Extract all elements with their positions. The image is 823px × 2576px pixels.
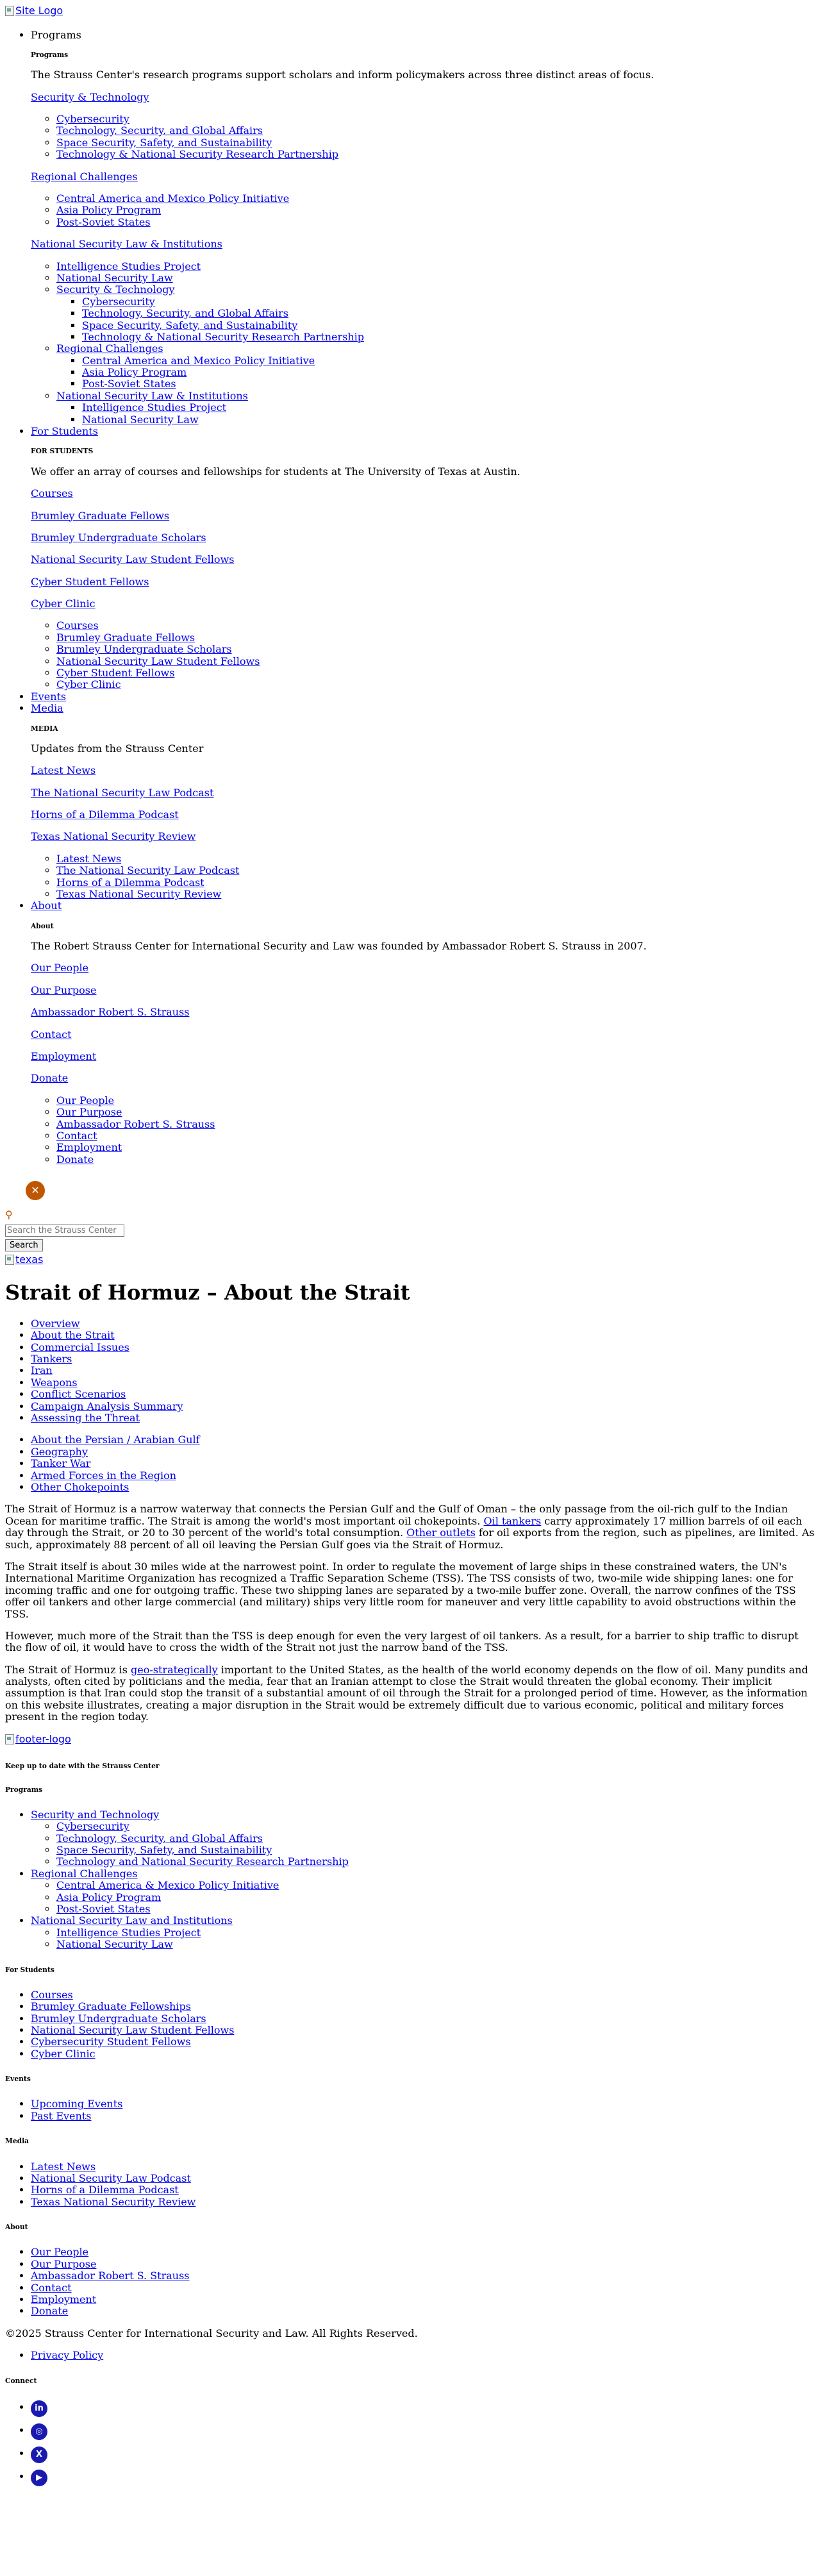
instagram-icon: ◎ [31, 2423, 47, 2440]
media-submenu-link[interactable]: Texas National Security Review [56, 888, 222, 900]
list-item [31, 1482, 818, 1493]
programs-item-link[interactable]: Central America and Mexico Policy Initiative [56, 192, 290, 205]
footer-events-list [5, 2098, 818, 2122]
students-submenu [31, 620, 818, 690]
youtube-link[interactable] [31, 2470, 47, 2482]
footer-about-link[interactable]: Our People [31, 2246, 89, 2259]
list-item [56, 113, 818, 125]
youtube-icon: ▶ [31, 2470, 47, 2486]
nav-item-media [31, 703, 818, 900]
menu-link-row [31, 510, 818, 522]
programs-submenu-section-link[interactable]: National Security Law & Institutions [56, 389, 248, 402]
footer-programs-list [5, 1809, 818, 1951]
subnav-link[interactable]: Tankers [31, 1353, 72, 1366]
media-menu-link[interactable]: Latest News [31, 764, 96, 777]
search-form [5, 1224, 818, 1251]
media-submenu-link[interactable]: Latest News [56, 852, 122, 865]
programs-menu-desc: The Strauss Center's research programs support scholars and inform policymakers across three distinct areas of focus. [31, 69, 654, 81]
article-paragraph: The Strait itself is about 30 miles wide at the narrowest point. In order to regulate the movement of large ships in these constrained waters, the UN's International Maritime Organization has recognized a Traffic Separation Scheme (TSS). The TSS consists of two, two-mile wide shipping lanes: one for incoming traffic and one for outgoing traffic. These two shipping lanes are separated by a two-mile buffer zone. Overall, the narrow confines of the TSS offer oil tankers and other large commercial (and military) ships very little room for maneuver and very little capability to avoid obstructions within the TSS. [5, 1560, 796, 1620]
media-menu-link[interactable]: The National Security Law Podcast [31, 786, 214, 799]
footer-about-list [5, 2246, 818, 2317]
subnav-link[interactable]: Overview [31, 1317, 80, 1330]
list-item [56, 390, 818, 426]
about-menu-link[interactable]: Our People [31, 962, 89, 974]
footer-legal-list [5, 2350, 818, 2361]
list-item [56, 1939, 818, 1950]
programs-item-link[interactable]: Cybersecurity [56, 113, 129, 126]
footer-students-link[interactable]: Brumley Graduate Fellowships [31, 2000, 191, 2013]
programs-section-items [31, 113, 818, 161]
students-submenu-link[interactable]: Courses [56, 619, 99, 632]
nav-item-about [31, 900, 818, 1166]
search-icon[interactable]: ⚲ [5, 1209, 13, 1221]
list-item [56, 217, 818, 228]
texas-image-link[interactable] [5, 1254, 818, 1268]
subnav-link[interactable]: Iran [31, 1364, 53, 1377]
list-item [56, 1927, 818, 1939]
list-item [56, 1821, 818, 1832]
media-submenu-link[interactable]: Horns of a Dilemma Podcast [56, 876, 204, 889]
footer-about-link[interactable]: Ambassador Robert S. Strauss [31, 2270, 190, 2282]
footer-media-link[interactable]: Latest News [31, 2160, 96, 2173]
list-item [56, 149, 818, 160]
list-item [56, 1095, 818, 1107]
programs-submenu-item-link[interactable]: National Security Law [82, 413, 199, 426]
students-submenu-link[interactable]: Cyber Clinic [56, 678, 121, 691]
search-button[interactable]: Search [5, 1239, 43, 1251]
list-item [82, 320, 818, 331]
list-item [56, 632, 818, 644]
linkedin-icon: in [31, 2400, 47, 2417]
programs-submenu-item-link[interactable]: Central America and Mexico Policy Initiative [82, 354, 315, 367]
programs-submenu [31, 284, 818, 426]
footer-programs-item-link[interactable]: Technology and National Security Research Partnership [56, 1855, 349, 1868]
footer-tagline: Keep up to date with the Strauss Center [5, 1762, 160, 1771]
list-item [31, 2259, 818, 2270]
about-submenu-link[interactable]: Our People [56, 1094, 115, 1107]
list-item [56, 261, 818, 272]
footer [5, 1734, 818, 2486]
list-item [31, 2400, 818, 2417]
programs-item-link[interactable]: Intelligence Studies Project [56, 260, 201, 272]
list-item [56, 889, 818, 900]
list-item [56, 1154, 818, 1166]
list-item [31, 1434, 818, 1446]
footer-programs-item-link[interactable]: Post-Soviet States [56, 1902, 151, 1915]
about-submenu-link[interactable]: Donate [56, 1153, 94, 1166]
list-item [56, 644, 818, 655]
list-item [82, 296, 818, 308]
media-menu-link[interactable]: Horns of a Dilemma Podcast [31, 808, 179, 821]
menu-link-row [31, 1051, 818, 1062]
list-item [56, 865, 818, 876]
footer-programs-title: Programs [5, 1785, 43, 1794]
programs-section-link[interactable]: Security & Technology [31, 90, 149, 103]
social-links [5, 2400, 818, 2486]
footer-students-link[interactable]: National Security Law Student Fellows [31, 2023, 235, 2036]
footer-connect-title: Connect [5, 2376, 37, 2385]
list-item [31, 1318, 818, 1330]
list-item [56, 137, 818, 149]
footer-programs-section-link[interactable]: Security and Technology [31, 1808, 160, 1821]
list-item [56, 125, 818, 137]
about-submenu-link[interactable]: Contact [56, 1129, 97, 1142]
list-item [31, 1389, 818, 1400]
list-item [31, 1809, 818, 1868]
list-item [31, 1412, 818, 1424]
section-subnav-secondary [5, 1434, 818, 1493]
nav-about-link[interactable]: About [31, 899, 62, 912]
list-item [31, 1401, 818, 1412]
subnav-link[interactable]: Weapons [31, 1376, 78, 1389]
list-item [31, 2098, 818, 2110]
menu-section-heading [31, 171, 818, 183]
subnav-secondary-link[interactable]: Tanker War [31, 1457, 91, 1470]
programs-submenu-item-link[interactable]: Space Security, Safety, and Sustainability [82, 319, 298, 331]
list-item [56, 620, 818, 631]
list-item [31, 2270, 818, 2282]
list-item [82, 414, 818, 426]
footer-programs-section-link[interactable]: Regional Challenges [31, 1867, 138, 1880]
list-item [82, 308, 818, 319]
about-menu-link[interactable]: Our Purpose [31, 983, 97, 996]
programs-section-items [31, 261, 818, 285]
programs-submenu-item-link[interactable]: Intelligence Studies Project [82, 401, 227, 414]
footer-logo[interactable]: footer-logo [5, 1734, 71, 1745]
footer-programs-section-link[interactable]: National Security Law and Institutions [31, 1914, 233, 1927]
footer-students-title: For Students [5, 1965, 54, 1974]
subnav-secondary-link[interactable]: Geography [31, 1445, 88, 1458]
list-item [31, 2161, 818, 2173]
footer-students-link[interactable]: Cyber Clinic [31, 2047, 96, 2060]
footer-programs-item-link[interactable]: Technology, Security, and Global Affairs [56, 1832, 263, 1844]
subnav-link[interactable]: Assessing the Threat [31, 1412, 140, 1425]
geo-strategically-link[interactable]: geo-strategically [131, 1663, 218, 1676]
search-input[interactable] [5, 1225, 124, 1237]
subnav-link[interactable]: Campaign Analysis Summary [31, 1400, 183, 1412]
programs-item-link[interactable]: Technology, Security, and Global Affairs [56, 124, 263, 137]
footer-programs-item-link[interactable]: Intelligence Studies Project [56, 1926, 201, 1939]
list-item [31, 2173, 818, 2184]
programs-menu-sections [31, 92, 818, 285]
about-submenu-link[interactable]: Ambassador Robert S. Strauss [56, 1117, 215, 1130]
list-item [31, 2423, 818, 2440]
subnav-link[interactable]: Conflict Scenarios [31, 1388, 126, 1401]
footer-about-link[interactable]: Our Purpose [31, 2257, 97, 2270]
students-menu-desc: We offer an array of courses and fellowships for students at The University of Texas at Austin. [31, 465, 520, 478]
list-item [31, 1330, 818, 1341]
about-menu-desc: The Robert Strauss Center for International Security and Law was founded by Ambassador Robert S. Strauss in 2007. [31, 940, 647, 953]
list-item [56, 1833, 818, 1844]
students-submenu-link[interactable]: Cyber Student Fellows [56, 667, 175, 680]
list-item [56, 205, 818, 216]
about-menu-link[interactable]: Employment [31, 1050, 97, 1063]
list-item [56, 853, 818, 865]
oil-tankers-link[interactable]: Oil tankers [483, 1514, 542, 1527]
about-submenu-link[interactable]: Employment [56, 1141, 122, 1154]
menu-link-row [31, 598, 818, 610]
menu-link-row [31, 554, 818, 565]
page-title: Strait of Hormuz – About the Strait [5, 1280, 410, 1305]
list-item [31, 2025, 818, 2036]
menu-link-row [31, 985, 818, 996]
list-item [31, 2184, 818, 2196]
students-menu-link[interactable]: National Security Law Student Fellows [31, 553, 235, 566]
list-item [31, 1989, 818, 2001]
footer-about-link[interactable]: Contact [31, 2281, 72, 2294]
footer-students-list [5, 1989, 818, 2060]
media-menu-desc: Updates from the Strauss Center [31, 742, 204, 755]
programs-section-link[interactable]: Regional Challenges [31, 170, 138, 183]
nav-students-link[interactable]: For Students [31, 425, 98, 438]
list-item [31, 2470, 818, 2486]
footer-programs-item-link[interactable]: National Security Law [56, 1938, 173, 1951]
nav-media-link[interactable]: Media [31, 702, 63, 715]
list-item [56, 343, 818, 390]
footer-programs-section-items [31, 1927, 818, 1951]
list-item [31, 1470, 818, 1482]
programs-submenu-item-link[interactable]: Technology, Security, and Global Affairs [82, 307, 288, 320]
article-paragraph: The Strait of Hormuz is a narrow waterway that connects the Persian Gulf and the Gulf of Oman – the only passage from the oil-rich gulf to the Indian Ocean for maritime traffic. The Strait is among the world's most important oil chokepoints. Oil tankers carry approximately 17 million barrels of oil each day through the Strait, or 20 to 30 percent of the world's total consumption. Other outlets for oil exports from the region, such as pipelines, are limited. As such, approximately 88 percent of all oil leaving the Persian Gulf goes via the Strait of Hormuz. [5, 1503, 815, 1551]
nav-item-events [31, 691, 818, 703]
list-item [56, 193, 818, 205]
list-item [56, 679, 818, 690]
media-menu-title: MEDIA [31, 724, 58, 733]
footer-students-link[interactable]: Brumley Undergraduate Scholars [31, 2012, 206, 2025]
menu-link-row [31, 809, 818, 821]
list-item [31, 2013, 818, 2025]
list-item [31, 1458, 818, 1469]
programs-submenu-section-link[interactable]: Regional Challenges [56, 342, 163, 355]
footer-events-link[interactable]: Past Events [31, 2109, 92, 2122]
menu-link-row [31, 576, 818, 588]
footer-programs-item-link[interactable]: Space Security, Safety, and Sustainability [56, 1843, 272, 1856]
students-menu-link[interactable]: Brumley Undergraduate Scholars [31, 531, 206, 544]
programs-item-link[interactable]: Space Security, Safety, and Sustainability [56, 136, 272, 149]
list-item [56, 1844, 818, 1856]
students-menu-link[interactable]: Cyber Student Fellows [31, 575, 149, 588]
media-menu-links [31, 765, 818, 843]
article-paragraph: The Strait of Hormuz is geo-strategically important to the United States, as the health of the world economy depends on the flow of oil. Many pundits and analysts, often cited by politicians and the media, fear that an Iranian attempt to close the Strait would threaten the global economy. Their implicit assumption is that Iran could stop the transit of a substantial amount of oil through the Strait for a prolonged period of time. However, as the information on this website illustrates, creating a major disruption in the Strait would be extremely difficult due to various economic, political and military forces present in the region today. [5, 1663, 808, 1723]
x-icon: X [31, 2446, 47, 2463]
close-menu-button[interactable]: ✕ [26, 1181, 45, 1200]
students-submenu-link[interactable]: National Security Law Student Fellows [56, 655, 260, 667]
programs-submenu-item-link[interactable]: Post-Soviet States [82, 378, 176, 390]
list-item [56, 1130, 818, 1142]
footer-programs-item-link[interactable]: Central America & Mexico Policy Initiative [56, 1879, 279, 1892]
programs-item-link[interactable]: National Security Law [56, 271, 173, 284]
footer-programs-section-items [31, 1880, 818, 1915]
list-item [31, 1868, 818, 1916]
list-item [31, 1365, 818, 1376]
list-item [31, 2036, 818, 2048]
about-menu-link[interactable]: Ambassador Robert S. Strauss [31, 1006, 190, 1019]
programs-item-link[interactable]: Technology & National Security Research Partnership [56, 148, 339, 161]
list-item [56, 284, 818, 343]
footer-about-link[interactable]: Employment [31, 2293, 97, 2305]
list-item [56, 667, 818, 679]
privacy-policy-link[interactable]: Privacy Policy [31, 2349, 104, 2362]
students-menu-link[interactable]: Brumley Graduate Fellows [31, 509, 170, 522]
list-item [82, 355, 818, 367]
programs-submenu-section-items [56, 355, 818, 390]
list-item [56, 272, 818, 284]
menu-section-heading [31, 238, 818, 250]
programs-submenu-item-link[interactable]: Technology & National Security Research Partnership [82, 330, 365, 343]
list-item [82, 331, 818, 343]
programs-submenu-section-items [56, 296, 818, 344]
list-item [56, 656, 818, 667]
about-menu-title: About [31, 921, 54, 930]
other-outlets-link[interactable]: Other outlets [406, 1526, 476, 1539]
list-item [31, 1353, 818, 1365]
list-item [56, 1119, 818, 1130]
footer-about-title: About [5, 2223, 28, 2232]
list-item [31, 2048, 818, 2060]
section-subnav [5, 1318, 818, 1425]
list-item [56, 1856, 818, 1868]
programs-submenu-section-link[interactable]: Security & Technology [56, 283, 175, 296]
programs-section-link[interactable]: National Security Law & Institutions [31, 238, 222, 251]
main-nav [5, 29, 818, 1166]
list-item [31, 2001, 818, 2012]
programs-item-link[interactable]: Post-Soviet States [56, 215, 151, 228]
list-item [31, 1915, 818, 1950]
footer-media-list [5, 2161, 818, 2209]
footer-programs-item-link[interactable]: Cybersecurity [56, 1820, 129, 1833]
site-logo-link[interactable] [5, 5, 818, 19]
list-item [31, 2246, 818, 2258]
footer-about-link[interactable]: Donate [31, 2305, 69, 2318]
menu-link-row [31, 765, 818, 776]
footer-media-link[interactable]: Horns of a Dilemma Podcast [31, 2184, 179, 2196]
subnav-secondary-link[interactable]: Armed Forces in the Region [31, 1469, 177, 1482]
footer-events-title: Events [5, 2075, 31, 2084]
menu-link-row [31, 831, 818, 842]
menu-link-row [31, 1073, 818, 1084]
footer-media-link[interactable]: Texas National Security Review [31, 2195, 196, 2208]
media-submenu [31, 853, 818, 901]
footer-students-link[interactable]: Cybersecurity Student Fellows [31, 2036, 191, 2048]
texas-image[interactable]: texas [5, 1254, 43, 1266]
broken-image-icon [5, 1255, 14, 1265]
copyright: ©2025 Strauss Center for International Security and Law. All Rights Reserved. [5, 2327, 418, 2339]
list-item [82, 402, 818, 414]
list-item [31, 2294, 818, 2305]
x-link[interactable] [31, 2447, 47, 2459]
footer-programs-item-link[interactable]: Asia Policy Program [56, 1891, 162, 1903]
nav-programs-label[interactable]: Programs [31, 28, 81, 41]
list-item [31, 2111, 818, 2122]
menu-link-row [31, 962, 818, 974]
programs-item-link[interactable]: Asia Policy Program [56, 204, 162, 217]
programs-section-items [31, 193, 818, 228]
list-item [31, 2446, 818, 2463]
linkedin-link[interactable] [31, 2401, 47, 2413]
footer-media-title: Media [5, 2137, 29, 2146]
programs-submenu-section-items [56, 402, 818, 426]
menu-section-heading [31, 92, 818, 103]
students-submenu-link[interactable]: Brumley Graduate Fellows [56, 631, 195, 644]
students-menu-link[interactable]: Cyber Clinic [31, 598, 96, 610]
list-item [56, 1107, 818, 1118]
footer-events-link[interactable]: Upcoming Events [31, 2098, 123, 2111]
subnav-secondary-link[interactable]: Other Chokepoints [31, 1481, 129, 1493]
list-item [31, 1446, 818, 1458]
about-submenu [31, 1095, 818, 1166]
list-item [56, 877, 818, 889]
list-item [56, 1880, 818, 1891]
footer-programs-section-items [31, 1821, 818, 1868]
nav-events-link[interactable]: Events [31, 690, 67, 703]
menu-link-row [31, 1029, 818, 1041]
about-menu-link[interactable]: Donate [31, 1072, 69, 1085]
list-item [82, 378, 818, 390]
menu-link-row [31, 1007, 818, 1018]
students-menu-links [31, 488, 818, 610]
footer-students-link[interactable]: Courses [31, 1988, 73, 2001]
list-item [31, 1342, 818, 1353]
subnav-link[interactable]: About the Strait [31, 1329, 115, 1342]
nav-item-programs [31, 29, 818, 426]
about-submenu-link[interactable]: Our Purpose [56, 1106, 122, 1119]
menu-link-row [31, 488, 818, 499]
list-item [31, 2350, 818, 2361]
nav-item-students [31, 426, 818, 691]
list-item [56, 1142, 818, 1153]
list-item [82, 367, 818, 378]
article-paragraph: However, much more of the Strait than the TSS is deep enough for even the very largest of oil tankers. As a result, for a barrier to ship traffic to disrupt the flow of oil, it would have to cross the width of the Strait not just the narrow band of the TSS. [5, 1629, 799, 1654]
students-menu-title: FOR STUDENTS [31, 447, 94, 456]
programs-menu-title: Programs [31, 50, 69, 59]
instagram-link[interactable] [31, 2424, 47, 2436]
list-item [56, 1903, 818, 1915]
programs-submenu-item-link[interactable]: Asia Policy Program [82, 366, 187, 379]
menu-link-row [31, 787, 818, 799]
media-menu-link[interactable]: Texas National Security Review [31, 830, 196, 843]
footer-media-link[interactable]: National Security Law Podcast [31, 2171, 191, 2184]
list-item [31, 1377, 818, 1389]
menu-link-row [31, 532, 818, 544]
students-submenu-link[interactable]: Brumley Undergraduate Scholars [56, 643, 232, 656]
article-body [5, 1503, 818, 1723]
media-submenu-link[interactable]: The National Security Law Podcast [56, 864, 240, 877]
broken-image-icon [5, 6, 14, 16]
subnav-link[interactable]: Commercial Issues [31, 1341, 129, 1353]
list-item [31, 2196, 818, 2208]
about-menu-links [31, 962, 818, 1084]
students-menu-link[interactable]: Courses [31, 487, 73, 500]
broken-image-icon [5, 1734, 14, 1744]
list-item [56, 1892, 818, 1903]
about-menu-link[interactable]: Contact [31, 1028, 72, 1041]
list-item [31, 2282, 818, 2294]
subnav-secondary-link[interactable]: About the Persian / Arabian Gulf [31, 1434, 200, 1446]
list-item [31, 2305, 818, 2317]
programs-submenu-item-link[interactable]: Cybersecurity [82, 295, 155, 308]
site-logo[interactable]: Site Logo [5, 5, 63, 17]
